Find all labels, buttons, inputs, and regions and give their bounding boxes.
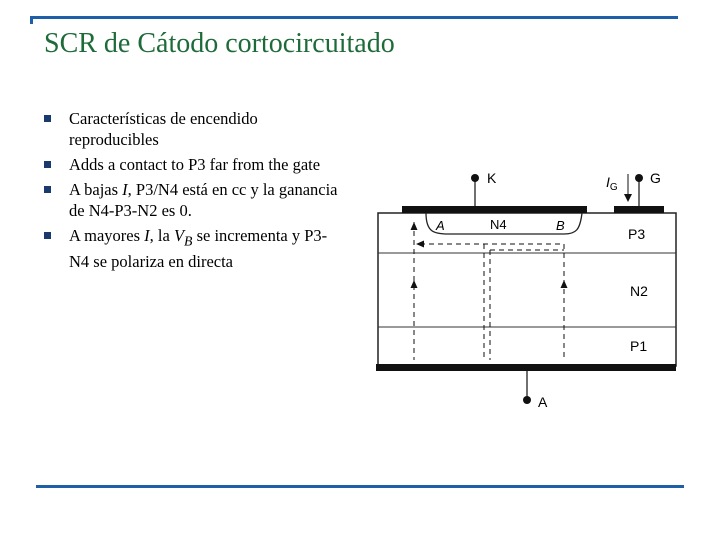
- scr-cross-section-diagram: [366, 160, 686, 410]
- bullet-item-4: [44, 225, 344, 272]
- square-bullet-icon: [44, 115, 51, 122]
- anode-metal: [376, 364, 676, 371]
- bullet-text-start: A bajas: [69, 180, 123, 199]
- slide-title: SCR de Cátodo cortocircuitado: [44, 28, 395, 59]
- point-b-label: B: [556, 218, 565, 233]
- anode-terminal-dot: [523, 396, 531, 404]
- gate-current-label: [606, 174, 618, 193]
- bullet-item-1: [44, 108, 344, 150]
- arrow-up-icon: [411, 222, 418, 230]
- square-bullet-icon: [44, 186, 51, 193]
- anode-label: A: [538, 394, 548, 410]
- square-bullet-icon: [44, 232, 51, 239]
- gate-terminal-dot: [635, 174, 643, 182]
- gate-current-subscript: G: [609, 182, 618, 193]
- n4-label: N4: [490, 217, 507, 232]
- top-rule-tick: [30, 16, 33, 24]
- bullet-list: [44, 108, 344, 276]
- gate-label: G: [650, 170, 661, 186]
- voltage-symbol: V: [173, 226, 185, 245]
- arrow-down-icon: [624, 194, 632, 202]
- bullet-text-middle: , la: [149, 226, 174, 245]
- bullet-item-3: [44, 179, 344, 221]
- cathode-terminal-dot: [471, 174, 479, 182]
- top-rule: [30, 16, 678, 19]
- p1-label: P1: [630, 338, 648, 354]
- p3-label: P3: [628, 226, 646, 242]
- bullet-text: Adds a contact to P3 far from the gate: [69, 155, 321, 174]
- bullet-text-end: , P3/N4 está en cc y la ganancia de N4-P3-N2 es 0.: [69, 180, 338, 220]
- current-symbol: I: [144, 226, 150, 245]
- bullet-text-start: A mayores: [69, 226, 145, 245]
- voltage-subscript: B: [184, 233, 193, 249]
- bullet-text-end: se incrementa y P3-N4 se polariza en directa: [69, 226, 328, 272]
- arrow-up-icon: [411, 280, 418, 288]
- bottom-rule: [36, 485, 684, 488]
- square-bullet-icon: [44, 161, 51, 168]
- n2-label: N2: [630, 283, 648, 299]
- arrow-up-icon: [561, 280, 568, 288]
- bullet-item-2: [44, 154, 344, 175]
- gate-current-symbol: I: [606, 174, 610, 190]
- cathode-metal: [402, 206, 587, 213]
- current-symbol: I: [122, 180, 128, 199]
- point-a-label: A: [436, 218, 445, 233]
- bullet-text: Características de encendido reproducibles: [69, 109, 258, 149]
- gate-metal: [614, 206, 664, 213]
- cathode-label: K: [487, 170, 497, 186]
- arrow-left-icon: [416, 241, 424, 248]
